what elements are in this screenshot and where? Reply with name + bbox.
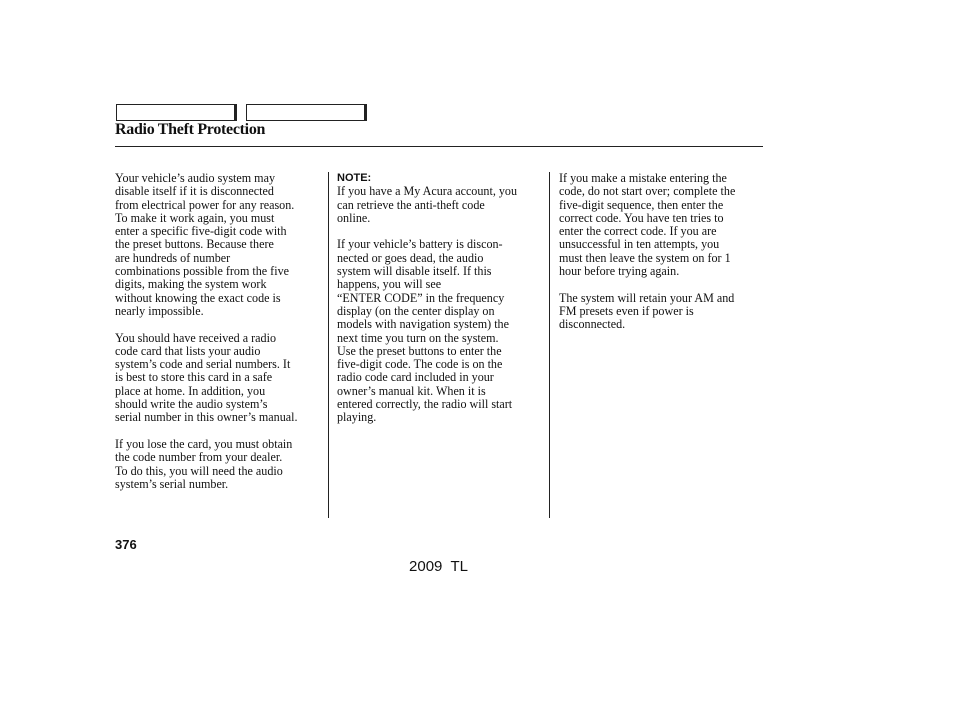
paragraph: The system will retain your AM and FM presets even if power is disconnected.: [559, 290, 735, 332]
column-divider-2: [549, 172, 550, 518]
paragraph: You should have received a radio code card that lists your audio system’s code and serial numbers. It is best to store this card in a safe place at home. In addition, you should write the audio system’s serial number in this owner’s manual.: [115, 330, 298, 425]
paragraph: If you lose the card, you must obtain the code number from your dealer. To do this, you will need the audio system’s serial number.: [115, 436, 293, 491]
model-footer: 2009 TL: [409, 558, 468, 575]
note-label: NOTE:: [337, 172, 372, 184]
paragraph: Your vehicle’s audio system may disable itself if it is disconnected from electrical power for any reason. To make it work again, you must enter a specific five-digit code with the preset buttons. Because there are hundreds of number combinations possible from the five digits, making the system work without knowing the exact code is nearly impossible.: [115, 171, 295, 318]
page-title: Radio Theft Protection: [115, 121, 266, 138]
column-3: [559, 172, 764, 345]
nav-tab-1[interactable]: [116, 104, 235, 121]
column-1: [115, 172, 325, 504]
paragraph: If you have a My Acura account, you can retrieve the anti-theft code online.: [337, 184, 518, 225]
nav-tab-2[interactable]: [246, 104, 365, 121]
page-number: 376: [115, 537, 137, 552]
paragraph: If your vehicle’s battery is discon- nected or goes dead, the audio system will disable itself. If this happens, you will see “ENTER CODE” in the frequency display (on the center display on models with navigation system) the next time you turn on the system. Use the preset buttons to enter the five-digit code. The code is on the radio code card included in your owner’s manual kit. When it is entered correctly, the radio will start playing.: [337, 237, 513, 425]
column-2: [337, 172, 545, 438]
title-rule: [115, 146, 763, 147]
column-divider-1: [328, 172, 329, 518]
paragraph: If you make a mistake entering the code, do not start over; complete the five-digit sequence, then enter the correct code. You have ten tries to enter the correct code. If you are unsuccessful in ten attempts, you must then leave the system on for 1 hour before trying again.: [559, 171, 736, 279]
